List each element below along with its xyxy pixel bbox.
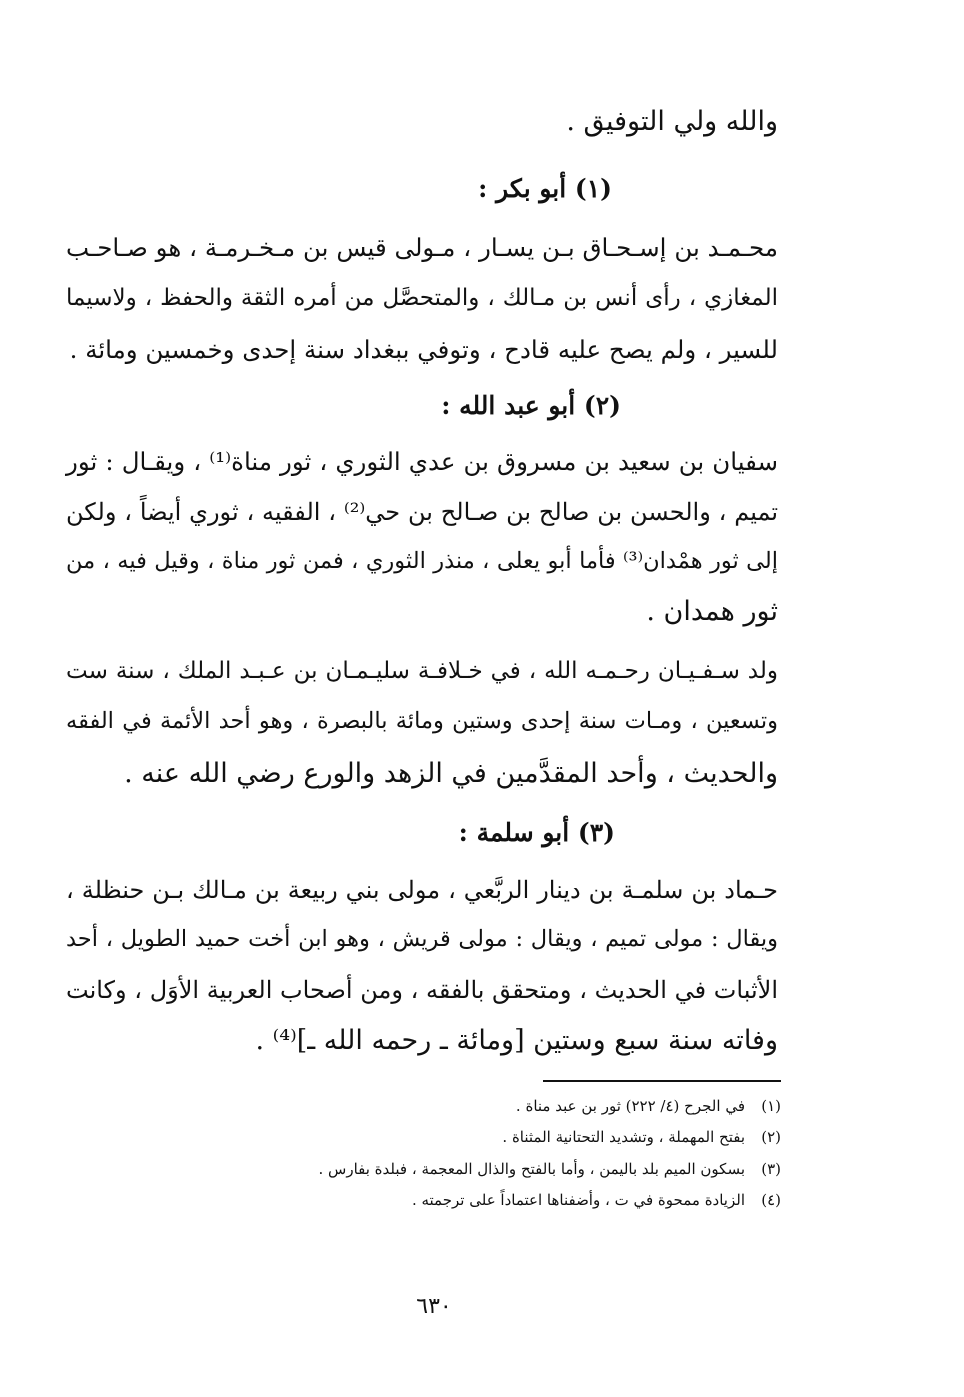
body-line: حـماد بن سلمـة بن دينار الربَّعي ، مولى بني ربيعة بن مـالك بـن حنظلة ، [66, 876, 778, 904]
body-line: وفاته سنة سبع وستين [ومائة ـ رحمه الله ـ]⁽⁴⁾ . [255, 1025, 778, 1056]
body-line: والحديث ، وأحد المقدَّمين في الزهد والورع رضي الله عنه . [124, 758, 778, 789]
footnote [502, 1130, 781, 1145]
footnote-separator [543, 1080, 781, 1082]
footnote-number: (٤) [761, 1191, 781, 1209]
footnote [318, 1162, 781, 1177]
body-line: ويقال : مولى تميم ، ويقال : مولى قريش ، وهو ابن أخت حميد الطويل ، أحد [66, 926, 778, 952]
body-line: سفيان بن سعيد بن مسروق بن عدي الثوري ، ثور مناة⁽¹⁾ ، ويقـال : ثور [66, 447, 779, 476]
body-line: إلى ثور همْدان⁽³⁾ فأما أبو يعلى ، منذر الثوري ، فمن ثور مناة ، وقيل فيه ، من [66, 548, 778, 574]
body-line: المغازي ، رأى أنس بن مـالك ، والمتحصَّل من أمره الثقة والحفظ ، ولاسيما [66, 285, 778, 311]
section-heading-1: (١) أبو بكر : [478, 174, 612, 203]
body-line: تميم ، والحسن بن صالح بن صـالح بن حي⁽²⁾ ، الفقيه ، ثوري أيضاً ، ولكن [66, 498, 778, 526]
page-number: ٦٣٠ [416, 1294, 452, 1319]
body-line: وتسعين ، ومـات سنة إحدى وستين ومائة بالبصرة ، وهو أحد الأئمة في الفقه [66, 708, 778, 734]
body-line: ولد سـفـيـان رحـمـه الله ، في خـلافـة سليـمـان بن عـبـد الملك ، سنة ست [66, 658, 778, 684]
body-line: ثور همدان . [646, 596, 778, 627]
section-heading-2: (٢) أبو عبد الله : [441, 391, 621, 420]
footnote-number: (٢) [761, 1128, 781, 1146]
footnote [412, 1193, 781, 1208]
footnote [516, 1099, 781, 1114]
footnote-text: في الجرح (٤/ ٢٢٢) ثور بن عبد مناة . [515, 1097, 745, 1115]
footnote-text: بسكون الميم بلد باليمن ، وأما بالفتح والذال المعجمة ، فبلدة بفارس . [318, 1160, 745, 1178]
body-line: الأثبات في الحديث ، ومتحقق بالفقه ، ومن أصحاب العربية الأوَل ، وكانت [66, 976, 778, 1004]
body-line: للسير ، ولم يصح عليه قادح ، وتوفي ببغداد سنة إحدى وخمسين ومائة . [69, 335, 778, 364]
footnote-number: (٣) [761, 1160, 781, 1178]
footnote-text: بفتح المهملة ، وتشديد التحتانية المثناة . [502, 1128, 745, 1146]
closing-line: والله ولي التوفيق . [566, 106, 778, 137]
section-heading-3: (٣) أبو سلمة : [458, 818, 615, 847]
body-line: محـمـد بن إسـحـاق بـن يسـار ، مـولى قيس بن مـخـرمـة ، هو صـاحـب [66, 233, 778, 262]
footnote-text: الزيادة ممحوة في ت ، وأضفناها اعتماداً على ترجمته . [411, 1191, 745, 1209]
footnote-number: (١) [761, 1097, 781, 1115]
